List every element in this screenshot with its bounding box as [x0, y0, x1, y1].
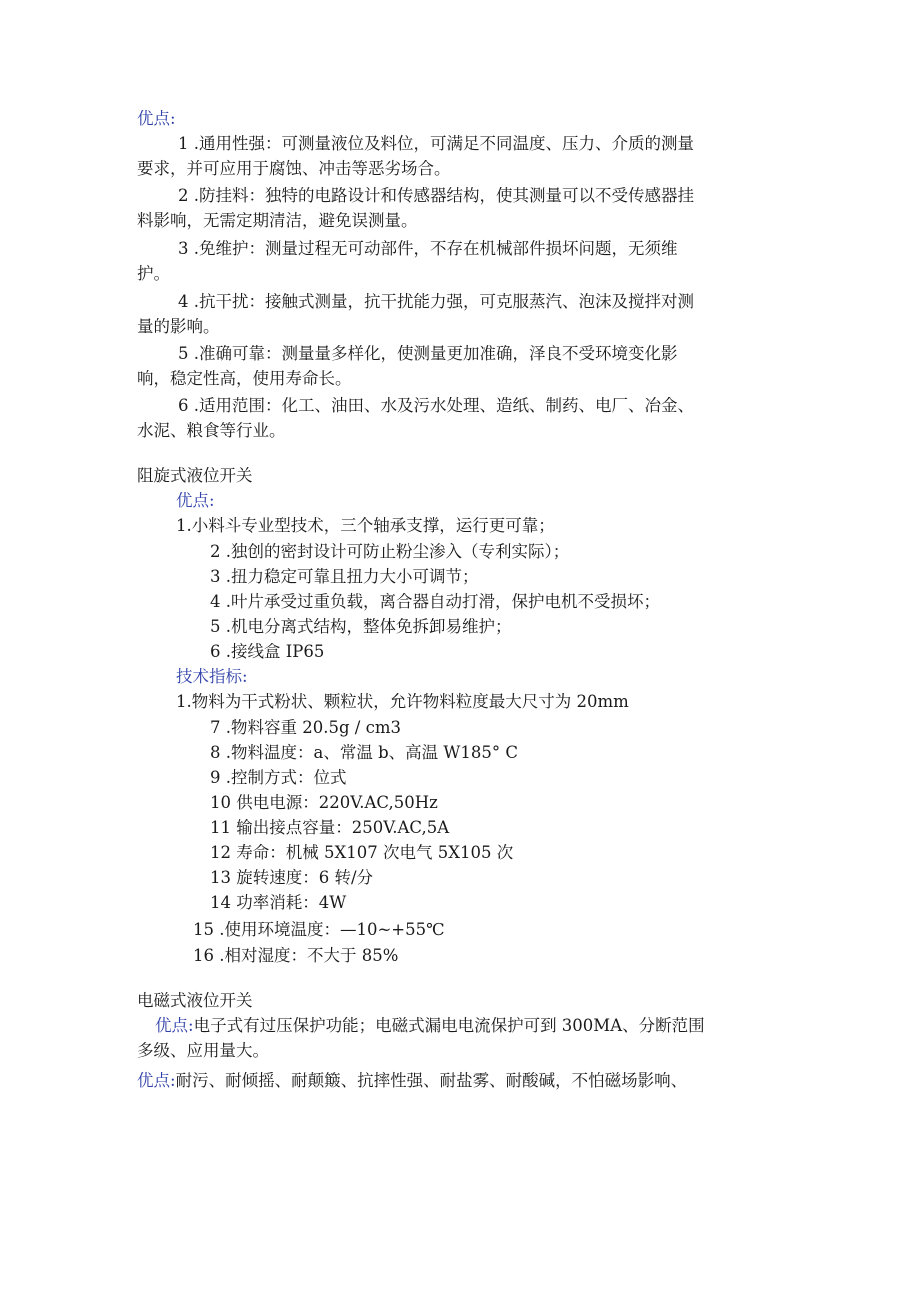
spec-item: 16 .相对湿度：不大于 85%: [193, 946, 399, 965]
spec-item: 13 旋转速度：6 转/分: [210, 868, 374, 887]
advantages-label: 优点:: [137, 1071, 176, 1090]
advantage-item: 2 .独创的密封设计可防止粉尘渗入（专利实际）；: [210, 542, 570, 561]
feature-line: 料影响，无需定期清洁，避免误测量。: [137, 211, 418, 230]
feature-line: 水泥、粮食等行业。: [137, 421, 286, 440]
feature-line: 3 .免维护：测量过程无可动部件，不存在机械部件损坏问题，无须维: [178, 239, 678, 258]
spec-item: 10 供电电源：220V.AC,50Hz: [210, 793, 438, 812]
section-title: 电磁式液位开关: [137, 991, 253, 1010]
feature-line: 要求，并可应用于腐蚀、冲击等恶劣场合。: [137, 159, 451, 178]
spec-item: 8 .物料温度：a、常温 b、高温 W185° C: [210, 743, 518, 762]
advantages-text-continued: 多级、应用量大。: [137, 1041, 269, 1060]
spec-item: 1.物料为干式粉状、颗粒状，允许物料粒度最大尺寸为 20mm: [176, 692, 629, 711]
advantages-paragraph: [137, 1070, 687, 1092]
spec-item: 15 .使用环境温度：—10~+55℃: [193, 920, 445, 939]
feature-line: 1 .通用性强：可测量液位及料位，可满足不同温度、压力、介质的测量: [178, 134, 694, 153]
spec-item: 11 输出接点容量：250V.AC,5A: [210, 818, 450, 837]
spec-item: 12 寿命：机械 5X107 次电气 5X105 次: [210, 843, 514, 862]
feature-line: 量的影响。: [137, 317, 220, 336]
feature-line: 护。: [137, 264, 170, 283]
advantage-item: 1.小料斗专业型技术，三个轴承支撑，运行更可靠；: [176, 516, 555, 535]
specs-label: 技术指标:: [176, 667, 248, 686]
spec-item: 14 功率消耗：4W: [210, 893, 347, 912]
advantages-paragraph: [155, 1015, 705, 1037]
advantages-label: 优点:: [137, 109, 176, 128]
advantages-text: 耐污、耐倾摇、耐颠簸、抗摔性强、耐盐雾、耐酸碱，不怕磁场影响、: [175, 1071, 688, 1090]
advantages-text: 电子式有过压保护功能；电磁式漏电电流保护可到 300MA、分断范围: [193, 1016, 705, 1035]
advantages-label: 优点:: [176, 491, 215, 510]
advantage-item: 4 .叶片承受过重负载，离合器自动打滑，保护电机不受损坏；: [210, 592, 660, 611]
spec-item: 9 .控制方式：位式: [210, 768, 347, 787]
feature-line: 2 .防挂料：独特的电路设计和传感器结构，使其测量可以不受传感器挂: [178, 186, 694, 205]
advantage-item: 5 .机电分离式结构，整体免拆卸易维护；: [210, 617, 512, 636]
feature-line: 响，稳定性高，使用寿命长。: [137, 369, 352, 388]
section-title: 阻旋式液位开关: [137, 466, 253, 485]
feature-line: 5 .准确可靠：测量量多样化，使测量更加准确，泽良不受环境变化影: [178, 344, 678, 363]
spec-item: 7 .物料容重 20.5g / cm3: [210, 718, 401, 737]
feature-line: 6 .适用范围：化工、油田、水及污水处理、造纸、制药、电厂、冶金、: [178, 396, 694, 415]
feature-line: 4 .抗干扰：接触式测量，抗干扰能力强，可克服蒸汽、泡沫及搅拌对测: [178, 292, 694, 311]
advantage-item: 6 .接线盒 IP65: [210, 642, 325, 661]
advantage-item: 3 .扭力稳定可靠且扭力大小可调节；: [210, 567, 479, 586]
advantages-label: 优点:: [155, 1016, 194, 1035]
